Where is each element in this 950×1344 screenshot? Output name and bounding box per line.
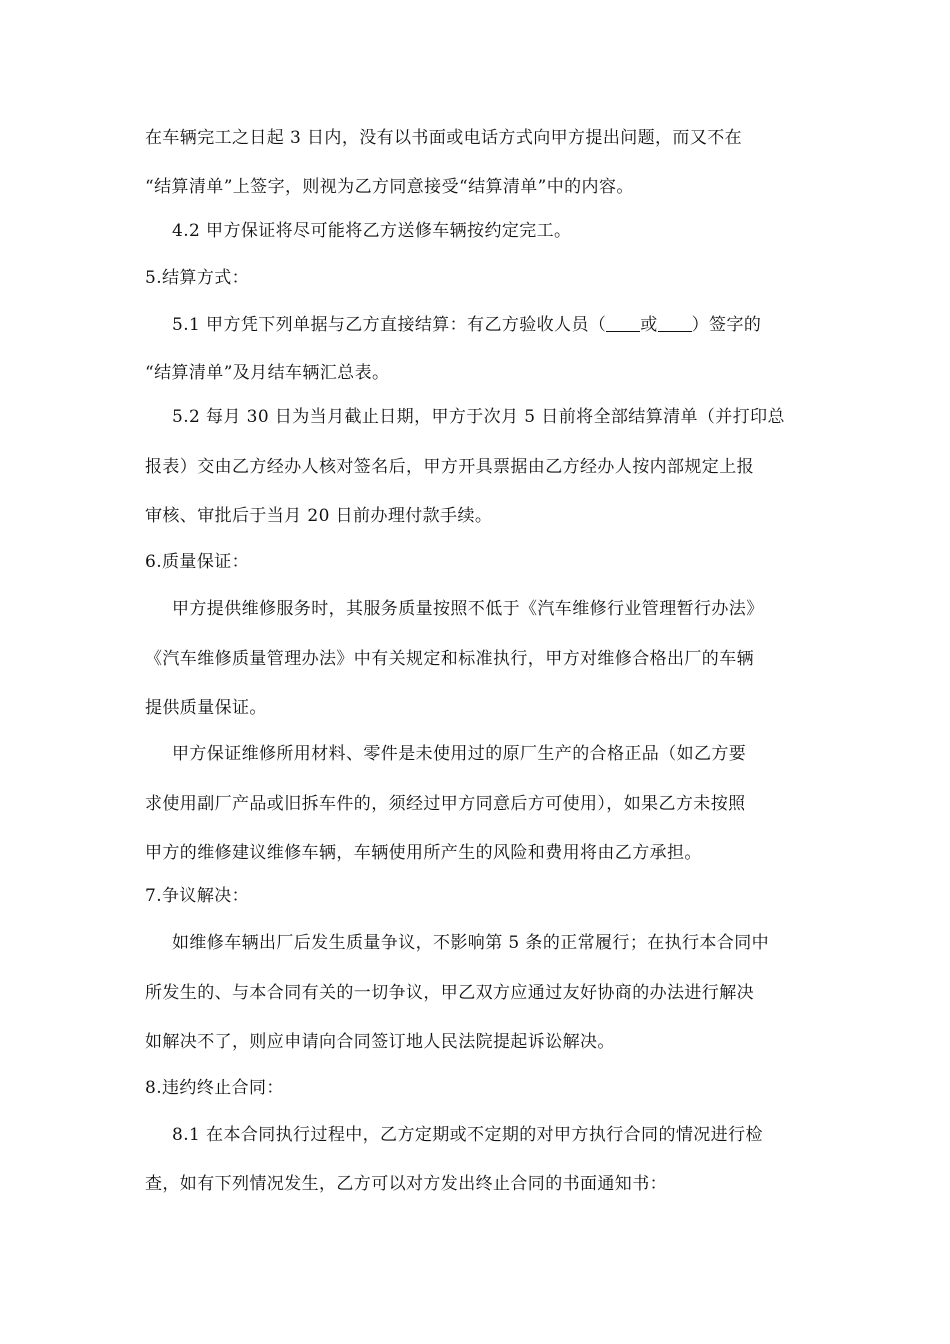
text-line: “结算清单”及月结车辆汇总表。 — [145, 363, 390, 383]
section-heading: 6.质量保证： — [145, 552, 250, 572]
text-line: 如维修车辆出厂后发生质量争议，不影响第 5 条的正常履行；在执行本合同中 — [172, 933, 770, 953]
text-line: 5.2 每月 30 日为当月截止日期，甲方于次月 5 日前将全部结算清单（并打印总 — [172, 407, 785, 427]
text-line: 《汽车维修质量管理办法》中有关规定和标准执行，甲方对维修合格出厂的车辆 — [145, 649, 754, 669]
text-segment: 或 — [640, 315, 658, 335]
text-line — [172, 314, 761, 336]
section-heading: 8.违约终止合同： — [145, 1078, 284, 1098]
text-line: 甲方保证维修所用材料、零件是未使用过的原厂生产的合格正品（如乙方要 — [172, 744, 747, 764]
text-line: 求使用副厂产品或旧拆车件的，须经过甲方同意后方可使用），如果乙方未按照 — [145, 794, 746, 814]
text-line: 提供质量保证。 — [145, 698, 267, 718]
text-line: 甲方的维修建议维修车辆，车辆使用所产生的风险和费用将由乙方承担。 — [145, 843, 702, 863]
text-line: “结算清单”上签字，则视为乙方同意接受“结算清单”中的内容。 — [145, 177, 634, 197]
text-segment: ）签字的 — [691, 315, 762, 335]
text-line: 8.1 在本合同执行过程中，乙方定期或不定期的对甲方执行合同的情况进行检 — [172, 1125, 763, 1145]
text-line: 甲方提供维修服务时，其服务质量按照不低于《汽车维修行业管理暂行办法》 — [172, 599, 764, 619]
text-line: 4.2 甲方保证将尽可能将乙方送修车辆按约定完工。 — [172, 221, 572, 241]
signature-blank — [606, 315, 640, 332]
signature-blank — [658, 315, 692, 332]
text-line: 查，如有下列情况发生，乙方可以对方发出终止合同的书面通知书： — [145, 1174, 667, 1194]
section-heading: 7.争议解决： — [145, 886, 250, 906]
text-line: 报表）交由乙方经办人核对签名后，甲方开具票据由乙方经办人按内部规定上报 — [145, 457, 754, 477]
section-heading: 5.结算方式： — [145, 268, 250, 288]
text-segment: 5.1 甲方凭下列单据与乙方直接结算：有乙方验收人员（ — [172, 315, 607, 335]
text-line: 如解决不了，则应申请向合同签订地人民法院提起诉讼解决。 — [145, 1032, 615, 1052]
text-line: 审核、审批后于当月 20 日前办理付款手续。 — [145, 506, 493, 526]
text-line: 在车辆完工之日起 3 日内，没有以书面或电话方式向甲方提出问题，而又不在 — [145, 128, 743, 148]
text-line: 所发生的、与本合同有关的一切争议，甲乙双方应通过友好协商的办法进行解决 — [145, 983, 754, 1003]
